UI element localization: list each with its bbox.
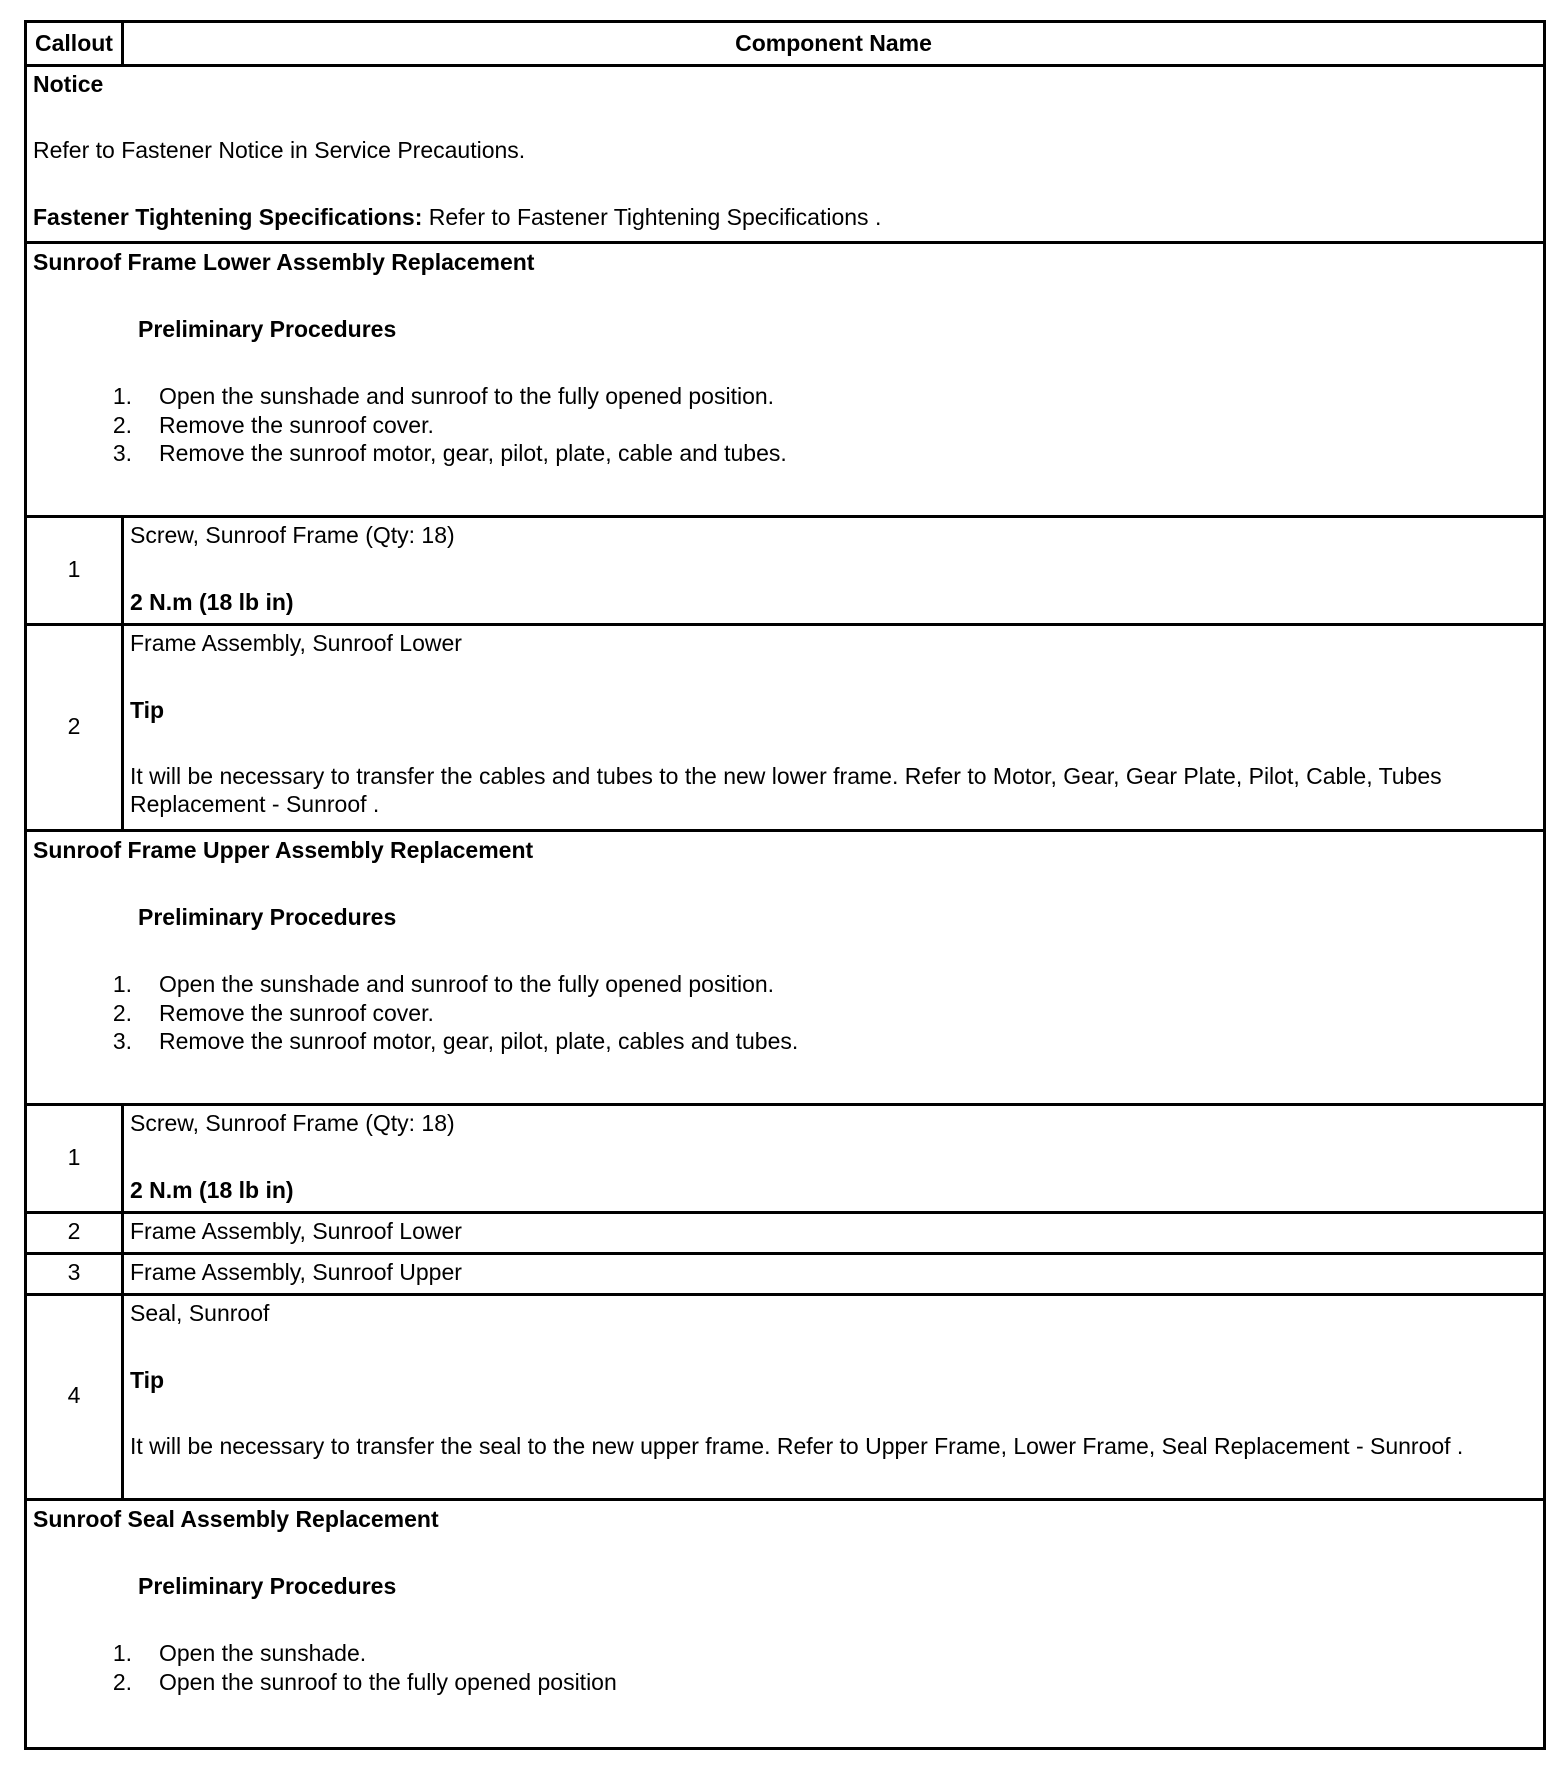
torque-spec: 2 N.m (18 lb in): [130, 589, 294, 615]
component-table: [24, 20, 1546, 1750]
table-row: [27, 1293, 1543, 1501]
component-name: Frame Assembly, Sunroof Upper: [130, 1259, 462, 1285]
section-title: Sunroof Frame Upper Assembly Replacement: [33, 837, 534, 863]
section-lower-frame: Sunroof Frame Lower Assembly Replacement Preliminary Procedures 1. Open the sunshade and sunroof to the fully opened position. 2. Remove the sunroof cover. 3. Remove the sunroof motor, gear, pilot, plate, cable and tubes.: [27, 241, 1543, 518]
table-row: [27, 515, 1543, 626]
notice-row: [27, 64, 1543, 244]
fastener-spec-line: [33, 204, 881, 230]
table-row: [27, 623, 1543, 832]
section-upper-frame: Sunroof Frame Upper Assembly Replacement Preliminary Procedures 1. Open the sunshade and sunroof to the fully opened position. 2. Remove the sunroof cover. 3. Remove the sunroof motor, gear, pilot, plate, cables and tubes.: [27, 829, 1543, 1106]
component-name-header: Component Name: [735, 30, 932, 56]
fastener-spec-label: Fastener Tightening Specifications:: [33, 204, 423, 230]
callout-number: 2: [27, 1211, 124, 1252]
component-name: Screw, Sunroof Frame (Qty: 18): [130, 1110, 455, 1136]
preliminary-procedures-heading: Preliminary Procedures: [138, 1573, 397, 1599]
section-seal: Sunroof Seal Assembly Replacement Preliminary Procedures 1. Open the sunshade. 2. Open the sunroof to the fully opened position: [33, 1506, 617, 1695]
callout-header: Callout: [27, 23, 124, 64]
callout-number: 4: [27, 1293, 124, 1498]
torque-spec: 2 N.m (18 lb in): [130, 1177, 294, 1203]
component-name: Frame Assembly, Sunroof Lower: [130, 630, 462, 656]
preliminary-procedures-heading: Preliminary Procedures: [138, 904, 397, 930]
preliminary-procedures-heading: Preliminary Procedures: [138, 316, 397, 342]
section-title: Sunroof Seal Assembly Replacement: [33, 1506, 439, 1532]
table-row: [27, 1103, 1543, 1214]
tip-text: It will be necessary to transfer the seal to the new upper frame. Refer to Upper Frame, Lower Frame, Seal Replacement - Sunroof .: [130, 1433, 1464, 1459]
fastener-spec-text: Refer to Fastener Tightening Specifications .: [422, 204, 882, 230]
table-row: [27, 1252, 1543, 1296]
callout-number: 1: [27, 1103, 124, 1211]
table-row: [27, 1211, 1543, 1255]
callout-number: 3: [27, 1252, 124, 1293]
component-name: Seal, Sunroof: [130, 1300, 270, 1326]
table-header-row: [27, 23, 1543, 67]
section-title: Sunroof Frame Lower Assembly Replacement: [33, 249, 535, 275]
notice-text: Refer to Fastener Notice in Service Precautions.: [33, 137, 526, 163]
tip-label: Tip: [130, 697, 165, 723]
tip-label: Tip: [130, 1367, 165, 1393]
component-name: Frame Assembly, Sunroof Lower: [130, 1218, 462, 1244]
tip-text: It will be necessary to transfer the cables and tubes to the new lower frame. Refer to Motor, Gear, Gear Plate, Pilot, Cable, Tubes Replacement - Sunroof .: [130, 763, 1442, 817]
notice-title: Notice: [33, 71, 104, 97]
callout-number: 1: [27, 515, 124, 623]
callout-number: 2: [27, 623, 124, 829]
component-name: Screw, Sunroof Frame (Qty: 18): [130, 522, 455, 548]
